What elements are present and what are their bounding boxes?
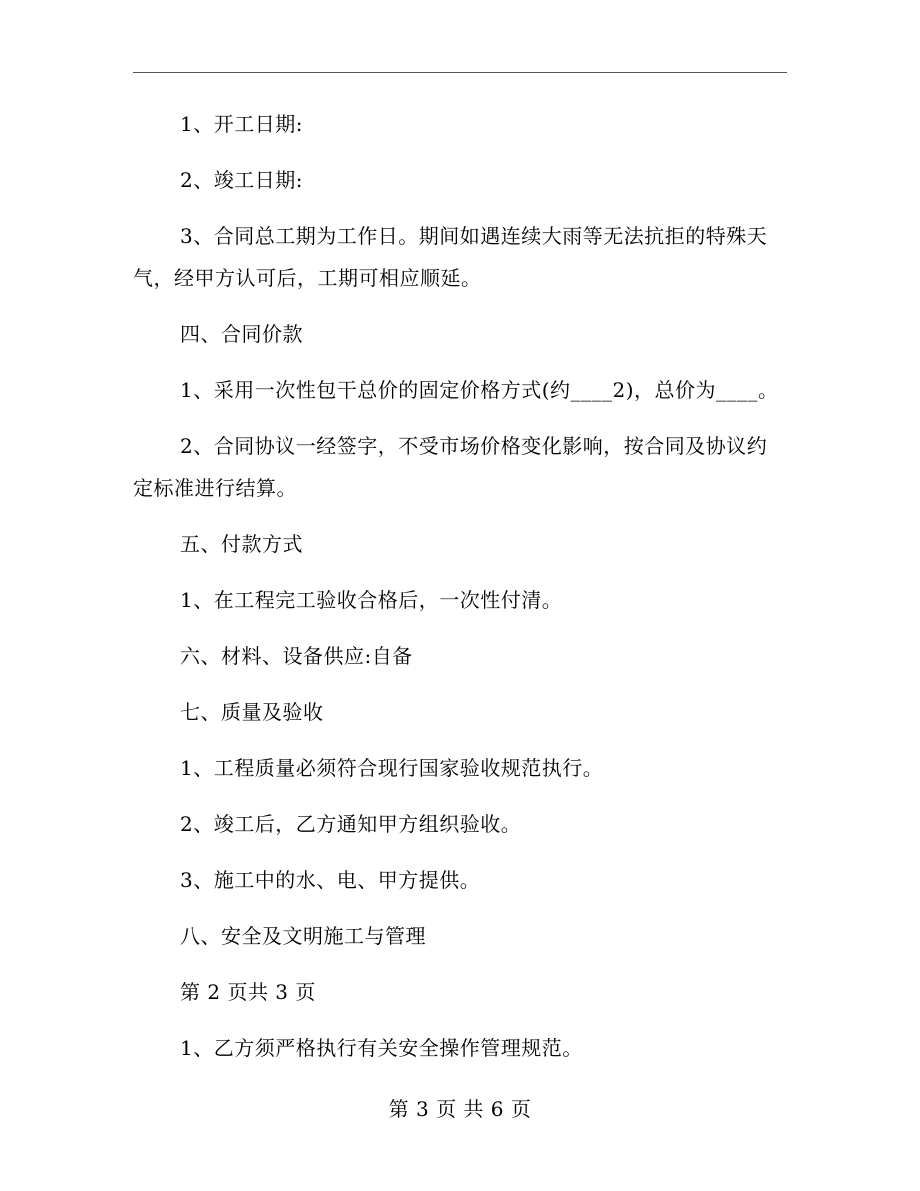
clause-duration-line1: 3、合同总工期为工作日。期间如遇连续大雨等无法抗拒的特殊天 xyxy=(180,224,768,248)
section-heading-price: 四、合同价款 xyxy=(180,322,303,346)
clause-start-date: 1、开工日期: xyxy=(180,112,303,136)
clause-payment: 1、在工程完工验收合格后，一次性付清。 xyxy=(180,588,563,612)
clause-agreement-line2: 定标准进行结算。 xyxy=(133,476,297,500)
page-footer: 第 3 页 共 6 页 xyxy=(388,1097,532,1121)
clause-quality-standard: 1、工程质量必须符合现行国家验收规范执行。 xyxy=(180,756,604,780)
section-heading-quality: 七、质量及验收 xyxy=(180,700,324,724)
clause-completion-date: 2、竣工日期: xyxy=(180,168,303,192)
clause-acceptance: 2、竣工后，乙方通知甲方组织验收。 xyxy=(180,812,522,836)
header-rule xyxy=(133,72,787,73)
clause-utilities: 3、施工中的水、电、甲方提供。 xyxy=(180,868,481,892)
inline-page-number: 第 2 页共 3 页 xyxy=(180,980,316,1004)
clause-safety-rules: 1、乙方须严格执行有关安全操作管理规范。 xyxy=(180,1036,583,1060)
section-heading-materials: 六、材料、设备供应:自备 xyxy=(180,644,413,668)
section-heading-safety: 八、安全及文明施工与管理 xyxy=(180,924,426,948)
section-heading-payment: 五、付款方式 xyxy=(180,532,303,556)
clause-duration-line2: 气，经甲方认可后，工期可相应顺延。 xyxy=(133,266,482,290)
clause-lump-sum: 1、采用一次性包干总价的固定价格方式(约____2)，总价为____。 xyxy=(180,378,779,402)
clause-agreement-line1: 2、合同协议一经签字，不受市场价格变化影响，按合同及协议约 xyxy=(180,434,768,458)
